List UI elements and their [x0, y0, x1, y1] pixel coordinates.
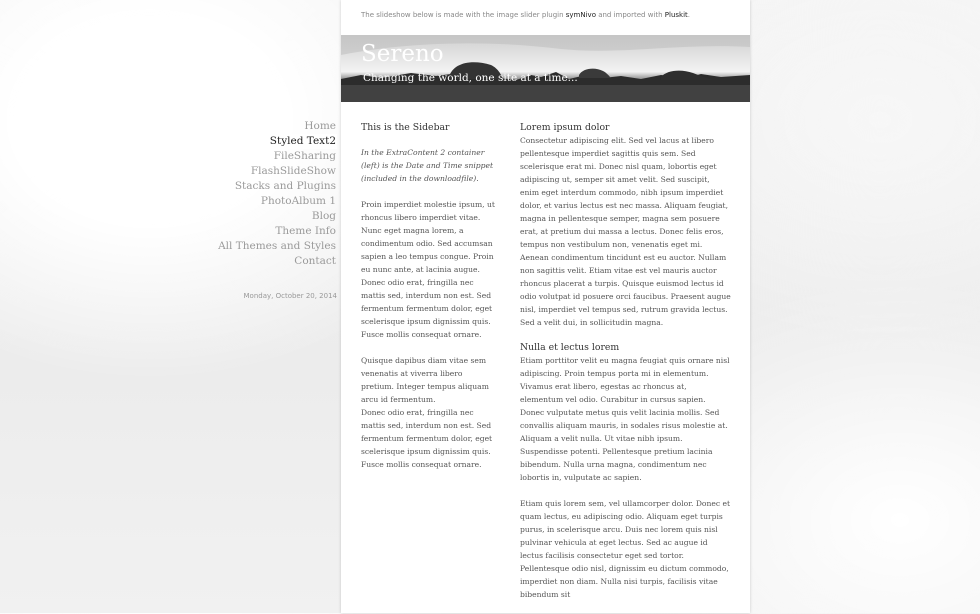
- content-heading: Lorem ipsum dolor: [520, 122, 610, 133]
- nav-item-stacks-and-plugins[interactable]: Stacks and Plugins: [234, 180, 336, 192]
- content-paragraph: Consectetur adipiscing elit. Sed vel lacus at libero pellentesque imperdiet sagittis quis sem. Sed scelerisque erat mi. Donec nisl quam, lobortis eget adipiscing ut, semper sit amet velit. Sed suscipit, enim eget interdum commodo, nibh ipsum imperdiet dolor, et varius lectus est nec massa. Aliquam feugiat, magna in pellentesque semper, magna sem posuere erat, at pretium dui massa a lectus. Donec felis eros, tempus non vestibulum non, venenatis eget mi. Aenean condimentum tincidunt est eu auctor. Nullam non sagittis velit. Etiam vitae est vel mauris auctor rhoncus placerat a turpis. Quisque euismod lectus id odio volutpat id posuere orci faucibus. Praesent augue nisl, imperdiet vel tempus sed, rutrum gravida lectus. Sed a velit dui, in sollicitudin magna.: [520, 136, 731, 327]
- content-paragraph: Etiam porttitor velit eu magna feugiat quis ornare nisl adipiscing. Proin tempus porta mi in elementum. Vivamus erat libero, egestas ac rhoncus at, elementum vel odio. Curabitur in cursus sapien. Donec vulputate metus quis velit lacinia mollis. Sed convallis aliquam mauris, in sodales risus molestie at. Aliquam a velit nulla. Ut vitae nibh ipsum. Suspendisse potenti. Pellentesque pretium lacinia bibendum. Nulla urna magna, condimentum nec lobortis in, vulputate ac sapien.: [520, 356, 730, 482]
- symnivo-link[interactable]: symNivo: [565, 11, 596, 19]
- nav-item-theme-info[interactable]: Theme Info: [275, 225, 336, 237]
- nav-item-filesharing[interactable]: FileSharing: [273, 150, 336, 162]
- page-container: [341, 0, 750, 613]
- header-banner: [341, 35, 750, 102]
- slideshow-note: [361, 11, 690, 19]
- pluskit-link[interactable]: Pluskit: [664, 11, 688, 19]
- nav-item-all-themes-and-styles[interactable]: All Themes and Styles: [218, 240, 336, 252]
- sidebar-paragraph: Quisque dapibus diam vitae sem venenatis at viverra libero pretium. Integer tempus aliquam arcu id fermentum.: [361, 356, 489, 404]
- nav-item-flashslideshow[interactable]: FlashSlideShow: [250, 165, 336, 177]
- content-paragraph: Etiam quis lorem sem, vel ullamcorper dolor. Donec et quam lectus, eu adipiscing odio. Aliquam eget turpis purus, in scelerisque arcu. Duis nec lorem quis nisl pulvinar vehicula at eget lectus. Sed ac augue id lectus facilisis consectetur eget sed tortor. Pellentesque odio nisl, dignissim eu dictum commodo, imperdiet non diam. Nulla nisi turpis, facilisis vitae bibendum sit: [520, 499, 731, 599]
- sidebar-heading: This is the Sidebar: [361, 122, 450, 133]
- sidebar-paragraph: Proin imperdiet molestie ipsum, ut rhoncus libero imperdiet vitae. Nunc eget magna lorem, a condimentum odio. Sed accumsan sapien a leo tempus congue. Proin eu nunc ante, at lacinia augue. Donec odio erat, fringilla nec mattis sed, interdum non est. Sed fermentum fermentum dolor, eget scelerisque ipsum dignissim quis. Fusce mollis consequat ornare.: [361, 200, 495, 339]
- nav-item-home[interactable]: Home: [304, 120, 336, 132]
- main-navigation: [217, 119, 337, 269]
- date-display: Monday, October 20, 2014: [243, 292, 337, 300]
- content-heading: Nulla et lectus lorem: [520, 342, 620, 353]
- nav-item-styled-text2[interactable]: Styled Text2: [217, 134, 337, 149]
- site-title: Sereno: [361, 41, 444, 67]
- note-text: .: [687, 11, 691, 19]
- nav-item-photoalbum-1[interactable]: PhotoAlbum 1: [260, 195, 336, 207]
- site-tagline: Changing the world, one site at a time...: [363, 72, 578, 84]
- nav-item-blog[interactable]: Blog: [311, 210, 336, 222]
- sidebar-intro: In the ExtraContent 2 container (left) is the Date and Time snippet (included in the downloadfile).: [361, 148, 494, 183]
- sidebar: [361, 122, 495, 484]
- nav-item-contact[interactable]: Contact: [294, 255, 336, 267]
- note-text: The slideshow below is made with the image slider plugin: [361, 11, 566, 19]
- note-text: and imported with: [595, 11, 665, 19]
- sidebar-paragraph: Donec odio erat, fringilla nec mattis sed, interdum non est. Sed fermentum fermentum dolor, eget scelerisque ipsum dignissim quis. Fusce mollis consequat ornare.: [361, 408, 493, 469]
- main-content: [520, 122, 731, 614]
